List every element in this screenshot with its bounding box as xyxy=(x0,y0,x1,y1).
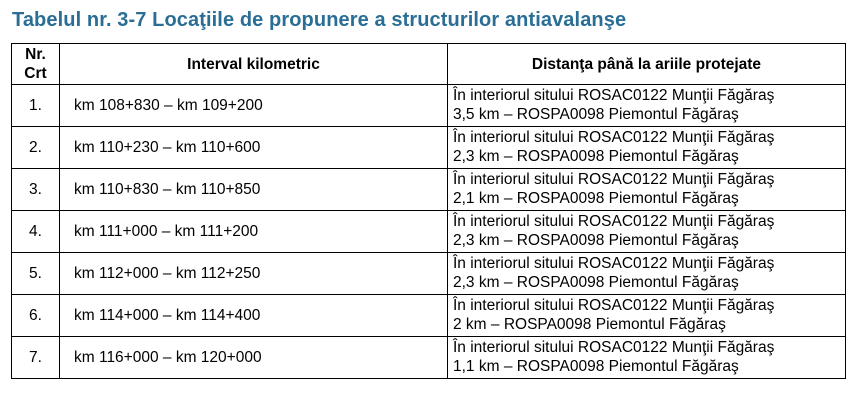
row-interval: km 110+830 – km 110+850 xyxy=(60,169,448,211)
table-row xyxy=(12,295,846,337)
row-number: 6. xyxy=(12,295,60,337)
row-number: 7. xyxy=(12,337,60,379)
header-distance: Distanţa până la ariile protejate xyxy=(448,44,846,85)
distance-line-1: În interiorul sitului ROSAC0122 Munţii Făgăraş xyxy=(453,255,775,272)
row-distance xyxy=(448,85,846,127)
distance-line-1: În interiorul sitului ROSAC0122 Munţii Făgăraş xyxy=(453,297,775,314)
table-title: Tabelul nr. 3-7 Locaţiile de propunere a structurilor antiavalanşe xyxy=(12,9,627,31)
distance-line-2: 2,3 km – ROSPA0098 Piemontul Făgăraş xyxy=(453,148,739,165)
row-distance xyxy=(448,253,846,295)
distance-line-1: În interiorul sitului ROSAC0122 Munţii Făgăraş xyxy=(453,87,775,104)
row-number: 4. xyxy=(12,211,60,253)
header-interval: Interval kilometric xyxy=(60,44,448,85)
row-distance xyxy=(448,169,846,211)
row-distance xyxy=(448,211,846,253)
distance-line-2: 2,3 km – ROSPA0098 Piemontul Făgăraş xyxy=(453,274,739,291)
row-interval: km 108+830 – km 109+200 xyxy=(60,85,448,127)
row-distance xyxy=(448,295,846,337)
distance-line-1: În interiorul sitului ROSAC0122 Munţii Făgăraş xyxy=(453,339,775,356)
locations-table xyxy=(11,43,846,379)
table-header-row xyxy=(12,44,846,85)
distance-line-2: 1,1 km – ROSPA0098 Piemontul Făgăraş xyxy=(453,358,739,375)
row-interval: km 114+000 – km 114+400 xyxy=(60,295,448,337)
distance-line-1: În interiorul sitului ROSAC0122 Munţii Făgăraş xyxy=(453,171,775,188)
row-interval: km 111+000 – km 111+200 xyxy=(60,211,448,253)
row-distance xyxy=(448,337,846,379)
header-nr-crt: Nr. Crt xyxy=(12,44,60,85)
row-number: 3. xyxy=(12,169,60,211)
table-row xyxy=(12,253,846,295)
table-row xyxy=(12,169,846,211)
row-interval: km 112+000 – km 112+250 xyxy=(60,253,448,295)
table-row xyxy=(12,85,846,127)
distance-line-1: În interiorul sitului ROSAC0122 Munţii Făgăraş xyxy=(453,213,775,230)
distance-line-2: 3,5 km – ROSPA0098 Piemontul Făgăraş xyxy=(453,106,739,123)
row-interval: km 110+230 – km 110+600 xyxy=(60,127,448,169)
row-number: 2. xyxy=(12,127,60,169)
distance-line-2: 2 km – ROSPA0098 Piemontul Făgăraş xyxy=(453,316,726,333)
distance-line-2: 2,1 km – ROSPA0098 Piemontul Făgăraş xyxy=(453,190,739,207)
row-interval: km 116+000 – km 120+000 xyxy=(60,337,448,379)
table-row xyxy=(12,337,846,379)
table-row xyxy=(12,211,846,253)
row-distance xyxy=(448,127,846,169)
distance-line-2: 2,3 km – ROSPA0098 Piemontul Făgăraş xyxy=(453,232,739,249)
table-row xyxy=(12,127,846,169)
distance-line-1: În interiorul sitului ROSAC0122 Munţii Făgăraş xyxy=(453,129,775,146)
row-number: 1. xyxy=(12,85,60,127)
row-number: 5. xyxy=(12,253,60,295)
